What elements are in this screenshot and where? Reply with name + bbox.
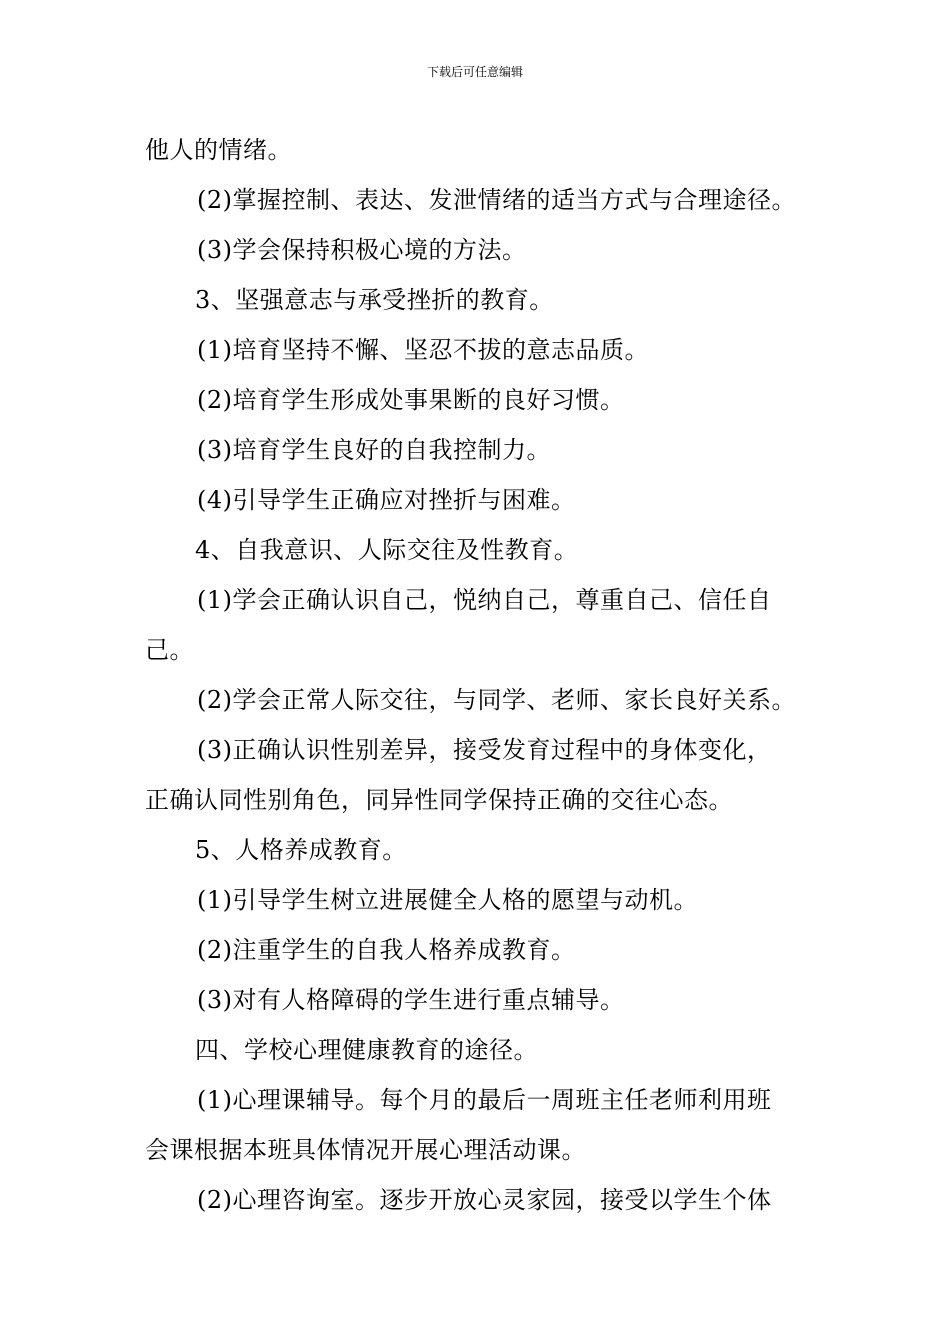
text-line: 己。 — [145, 636, 194, 664]
text-line: (3)培育学生良好的自我控制力。 — [197, 436, 551, 464]
text-line: (3)学会保持积极心境的方法。 — [197, 236, 527, 264]
document-body — [145, 125, 815, 1225]
text-line: 正确认同性别角色，同异性同学保持正确的交往心态。 — [145, 786, 733, 814]
text-line: (2)注重学生的自我人格养成教育。 — [197, 936, 576, 964]
text-line: (3)对有人格障碍的学生进行重点辅导。 — [197, 986, 625, 1014]
page-header: 下载后可任意编辑 — [426, 65, 523, 79]
text-line: (1)学会正确认识自己，悦纳自己，尊重自己、信任自 — [197, 586, 772, 614]
text-line: (1)心理课辅导。每个月的最后一周班主任老师利用班 — [197, 1086, 772, 1114]
text-line: (3)正确认识性别差异，接受发育过程中的身体变化， — [197, 736, 772, 764]
text-line: (1)引导学生树立进展健全人格的愿望与动机。 — [197, 886, 698, 914]
text-line: (1)培育坚持不懈、坚忍不拔的意志品质。 — [197, 336, 649, 364]
section-heading: 四、学校心理健康教育的途径。 — [195, 1036, 538, 1064]
text-line: (2)掌握控制、表达、发泄情绪的适当方式与合理途径。 — [197, 186, 796, 214]
text-line: (2)培育学生形成处事果断的良好习惯。 — [197, 386, 625, 414]
text-line: 他人的情绪。 — [145, 136, 292, 164]
section-heading: 4、自我意识、人际交往及性教育。 — [195, 536, 579, 564]
text-line: (2)学会正常人际交往，与同学、老师、家长良好关系。 — [197, 686, 796, 714]
section-heading: 3、坚强意志与承受挫折的教育。 — [195, 286, 554, 314]
section-heading: 5、人格养成教育。 — [195, 836, 407, 864]
text-line: (4)引导学生正确应对挫折与困难。 — [197, 486, 576, 514]
text-line: 会课根据本班具体情况开展心理活动课。 — [145, 1136, 586, 1164]
text-line: (2)心理咨询室。逐步开放心灵家园，接受以学生个体 — [197, 1186, 772, 1214]
